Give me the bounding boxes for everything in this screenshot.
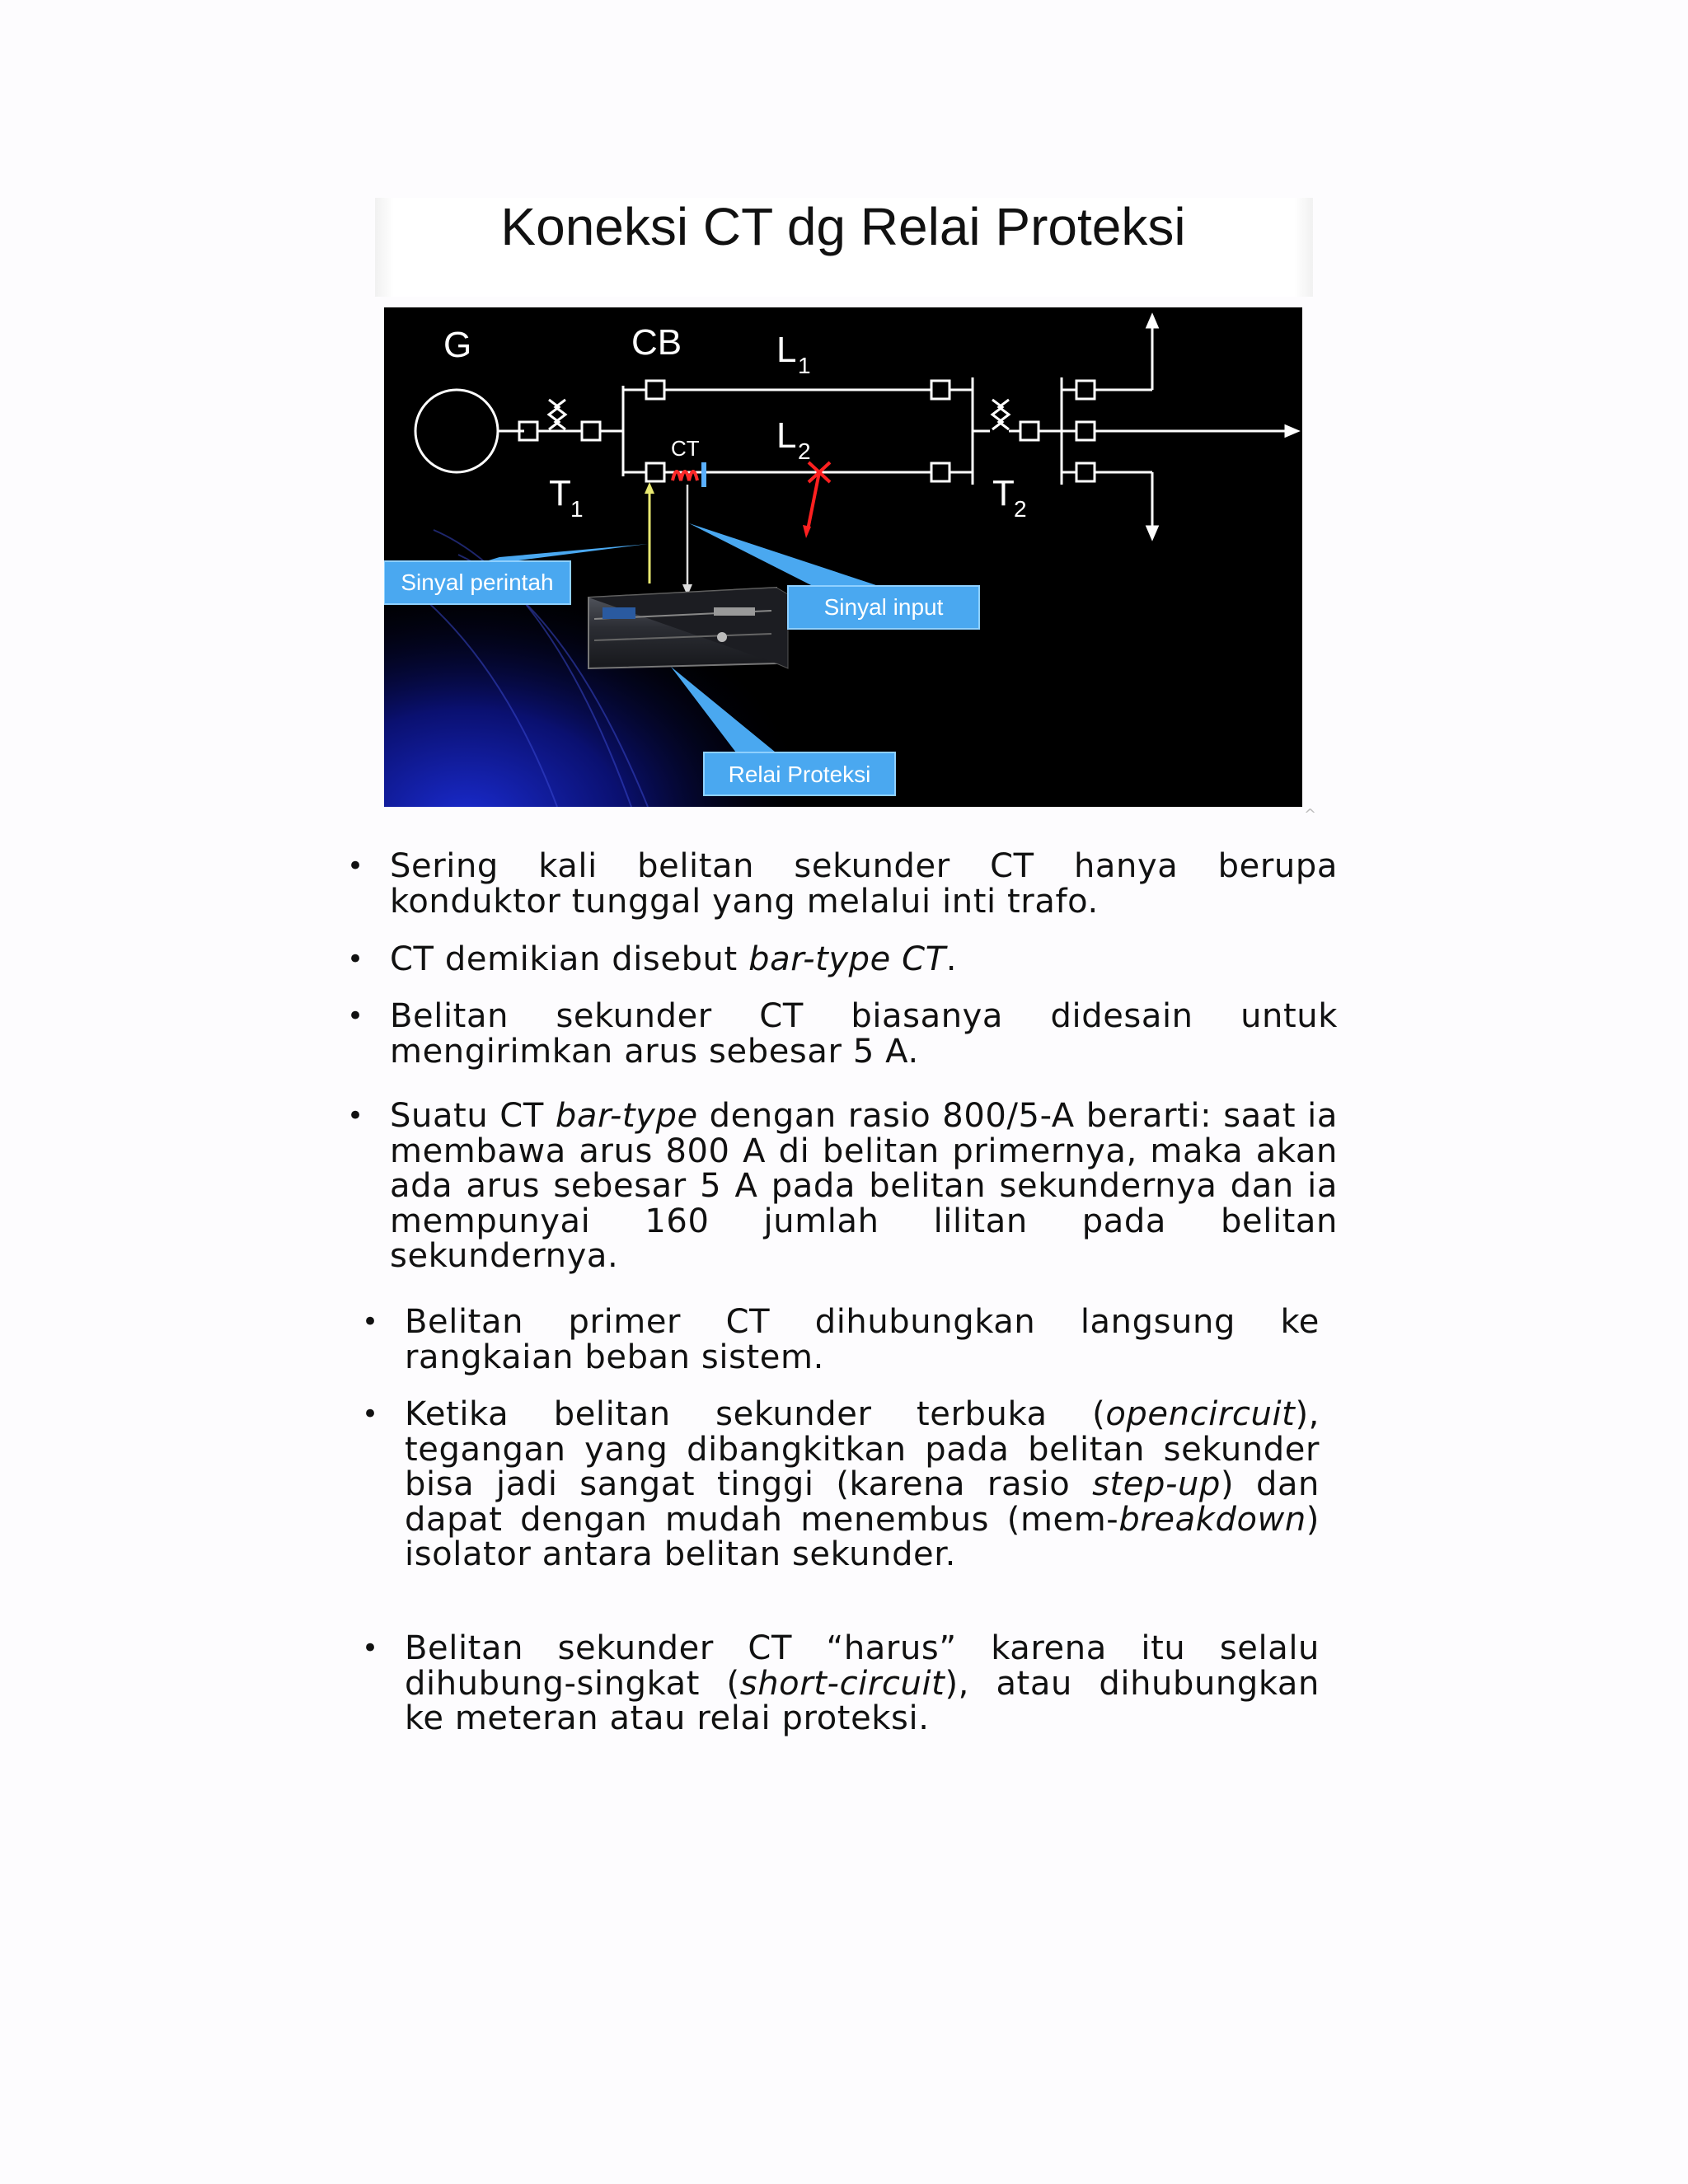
bullet-dot: • xyxy=(347,1000,364,1033)
bullet-text: ) isolator antara belitan sekunder. xyxy=(405,1500,1320,1573)
label-l1: L xyxy=(776,330,797,370)
label-l2: L xyxy=(776,415,797,456)
bullet-text: Belitan sekunder CT biasanya didesain untuk mengirimkan arus sebesar 5 A. xyxy=(390,997,1338,1071)
bullet-item xyxy=(347,847,1338,921)
bullet-emphasis: breakdown xyxy=(1118,1500,1306,1539)
label-ct: CT xyxy=(671,436,700,461)
label-l1-sub: 1 xyxy=(798,353,811,378)
relay-device xyxy=(588,588,788,668)
bullet-emphasis: step-up xyxy=(1092,1465,1221,1503)
bullet-item xyxy=(347,940,1338,978)
bullet-emphasis: short-circuit xyxy=(739,1664,945,1703)
bullet-dot: • xyxy=(362,1305,379,1338)
bullet-text: Belitan primer CT dihubungkan langsung ke rangkaian beban sistem. xyxy=(405,1303,1320,1376)
bullet-emphasis: opencircuit xyxy=(1105,1395,1296,1433)
bullet-text: ), atau dihubungkan ke meteran atau relai proteksi. xyxy=(405,1664,1320,1737)
bullet-dot: • xyxy=(347,943,364,976)
bullet-emphasis: bar-type CT xyxy=(748,940,946,978)
bullet-dot: • xyxy=(347,850,364,883)
slide-title: Koneksi CT dg Relai Proteksi xyxy=(500,197,1186,256)
bullet-text: Belitan sekunder CT “harus” karena itu selalu dihubung-singkat ( xyxy=(405,1629,1320,1703)
bullet-item xyxy=(347,1097,1339,1275)
label-t2-sub: 2 xyxy=(1014,496,1027,522)
label-t1-sub: 1 xyxy=(570,496,584,522)
label-cb: CB xyxy=(631,322,682,363)
label-t2: T xyxy=(992,473,1015,513)
bullet-item xyxy=(362,1395,1320,1573)
label-g: G xyxy=(443,325,472,365)
bullet-item xyxy=(362,1629,1320,1737)
bullet-text: dengan rasio 800/5-A berarti: saat ia membawa arus 800 A di belitan primernya, maka akan ada arus sebesar 5 A pada belitan sekundernya dan ia mempunyai 160 jumlah lilitan pada belitan sekundernya. xyxy=(390,1097,1339,1275)
protection-diagram xyxy=(384,307,1302,807)
callout-command-text: Sinyal perintah xyxy=(401,569,554,595)
callout-input-text: Sinyal input xyxy=(823,594,944,620)
bullet-text: Suatu CT xyxy=(390,1097,556,1135)
bullet-dot: • xyxy=(362,1398,379,1431)
bullet-text: CT demikian disebut xyxy=(390,940,749,978)
bullet-emphasis: bar-type xyxy=(555,1097,698,1135)
bullet-text: ), tegangan yang dibangkitkan pada belitan sekunder bisa jadi sangat tinggi (karena rasio xyxy=(405,1395,1320,1503)
bullet-dot: • xyxy=(347,1099,364,1132)
callout-relay-text: Relai Proteksi xyxy=(728,762,871,787)
bullet-text: Ketika belitan sekunder terbuka ( xyxy=(405,1395,1106,1433)
bullet-text: . xyxy=(945,940,958,978)
corner-mark: ^ xyxy=(1304,806,1317,823)
ct-core xyxy=(701,462,706,487)
bullet-item xyxy=(362,1303,1320,1376)
bullet-item xyxy=(347,997,1338,1071)
bullet-text: Sering kali belitan sekunder CT hanya berupa konduktor tunggal yang melalui inti trafo. xyxy=(390,847,1338,921)
bullet-text: ) dan dapat dengan mudah menembus (mem- xyxy=(405,1465,1320,1539)
label-t1: T xyxy=(549,473,571,513)
bullet-dot: • xyxy=(362,1632,379,1665)
label-l2-sub: 2 xyxy=(798,438,811,464)
